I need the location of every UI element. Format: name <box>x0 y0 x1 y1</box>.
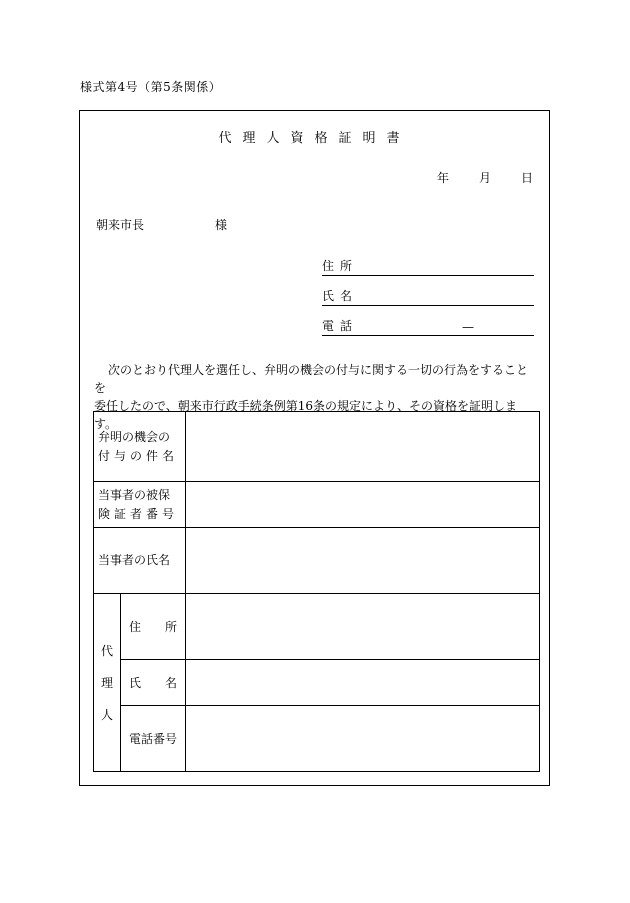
addressee <box>96 216 228 233</box>
agent-label: 代 理 人 <box>94 594 121 772</box>
agent-phone-label: 電話番号 <box>121 706 186 772</box>
date-day[interactable]: 日 <box>520 171 533 185</box>
statement-line-2: 委任したので、朝来市行政手続条例第16条の規定により、その資格を証明します。 <box>94 399 518 431</box>
phone-dash: — <box>462 320 474 334</box>
addressee-honorific: 様 <box>215 218 228 232</box>
insured-number-label: 当事者の被保 険証者番号 <box>94 482 186 528</box>
signer-name-label: 氏名 <box>322 289 359 303</box>
date-month[interactable]: 月 <box>478 171 491 185</box>
table-row <box>94 594 540 660</box>
agent-address-label: 住 所 <box>121 594 186 660</box>
document-title: 代理人資格証明書 <box>218 131 411 146</box>
agent-address-field[interactable] <box>186 594 540 660</box>
party-name-label: 当事者の氏名 <box>94 528 186 594</box>
table-row <box>94 412 540 482</box>
table-row <box>94 706 540 772</box>
signer-phone-label: 電話 <box>322 319 359 333</box>
date-year[interactable]: 年 <box>436 171 449 185</box>
case-title-label: 弁明の機会の 付与の件名 <box>94 412 186 482</box>
table-row <box>94 528 540 594</box>
insured-number-field[interactable] <box>186 482 540 528</box>
certificate-frame <box>79 110 550 786</box>
signer-name-field[interactable] <box>322 289 534 306</box>
signer-phone-field[interactable] <box>322 319 534 336</box>
date-line <box>437 169 533 186</box>
signer-address-label: 住所 <box>322 259 359 273</box>
form-number-label: 様式第4号（第5条関係） <box>80 80 222 94</box>
addressee-name: 朝来市長 <box>96 218 145 232</box>
agent-phone-field[interactable] <box>186 706 540 772</box>
agent-name-label: 氏 名 <box>121 660 186 706</box>
signer-address-field[interactable] <box>322 259 534 276</box>
details-table <box>93 411 540 772</box>
case-title-field[interactable] <box>186 412 540 482</box>
party-name-field[interactable] <box>186 528 540 594</box>
agent-name-field[interactable] <box>186 660 540 706</box>
table-row <box>94 660 540 706</box>
table-row <box>94 482 540 528</box>
statement-line-1: 次のとおり代理人を選任し、弁明の機会の付与に関する一切の行為をすることを <box>94 363 529 395</box>
